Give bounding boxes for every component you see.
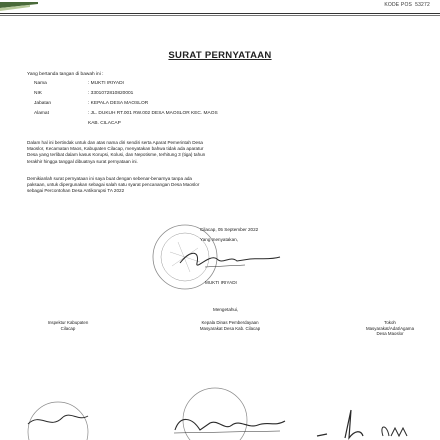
field-nik	[34, 91, 133, 96]
statement-paragraph	[27, 140, 419, 165]
signatory-line: Desa Maoslor	[376, 331, 404, 337]
dinas-stamp-signature	[170, 375, 290, 440]
signer-name: MUKTI IRIYADI	[205, 280, 237, 285]
tokoh-signature	[315, 400, 435, 440]
header-divider	[0, 13, 440, 14]
field-value: : MUKTI IRIYADI	[88, 81, 124, 86]
signatory-dinas	[180, 320, 280, 331]
inspektur-stamp-signature	[20, 392, 100, 440]
closing-paragraph	[27, 176, 419, 195]
intro-text: Yang bertanda tangan di bawah ini :	[27, 72, 104, 77]
field-nama	[34, 81, 124, 86]
paragraph-line: Desa yang terlibat dalam kasus Korupsi, Kolusi, dan Nepotisme, terhitung 3 (tiga) tahun	[27, 152, 206, 158]
paragraph-line: Demikianlah surat pernyataan ini saya buat dengan sebenar-benarnya tanpa ada	[27, 176, 192, 181]
signatory-inspektur	[32, 320, 104, 331]
field-jabatan	[34, 101, 148, 106]
paragraph-line: paksaan, untuk dipergunakan sebagai salah satu syarat pencanangan Desa Maoslor	[27, 182, 200, 188]
field-value: KAB. CILACAP	[88, 121, 121, 126]
field-value: : JL. DUKUH RT.001 RW.002 DESA MAOSLOR KEC. MAOS	[88, 111, 218, 116]
signatory-tokoh	[345, 320, 435, 337]
field-label: Jabatan	[34, 101, 52, 106]
field-label	[34, 121, 88, 126]
postal-code-label: KODE POS	[384, 2, 413, 8]
field-alamat	[34, 111, 218, 116]
signatory-line: Inspektur Kabupaten	[47, 320, 89, 325]
paragraph-line: terakhir hingga tanggal dibuatnya surat pernyataan ini.	[27, 158, 138, 164]
statement-signer-label: Yang menyatakan,	[200, 237, 238, 242]
postal-code	[381, 2, 430, 8]
postal-code-value: 53272	[415, 2, 430, 8]
field-label: Alamat	[34, 111, 49, 116]
header-emblem-fragment	[0, 0, 38, 12]
document-title: SURAT PERNYATAAN	[168, 50, 272, 61]
village-head-signature	[175, 245, 285, 275]
field-value: : 3301072810820001	[88, 91, 134, 96]
acknowledged-by-label: Mengetahui,	[213, 307, 239, 312]
paragraph-line: Dalam hal ini bertindak untuk dan atas nama diri sendiri serta Aparat Pemerintah Desa	[27, 140, 203, 145]
field-alamat-cont	[34, 121, 121, 126]
paragraph-line: sebagai Percontohan Desa Antikorupsi TA 2022	[27, 188, 125, 194]
header-divider-thin	[0, 15, 440, 16]
field-label: Nama	[34, 81, 47, 86]
signatory-line: Masyarakat Desa Kab. Cilacap	[199, 325, 261, 331]
signatory-line: Masyarakat/Adat/Agama	[365, 325, 415, 331]
place-date: Cilacap, 05 September 2022	[200, 227, 259, 232]
paragraph-line: Maoslor, Kecamatan Maos, Kabupaten Cilacap, menyatakan bahwa tidak ada aparatur	[27, 146, 204, 152]
signatory-line: Kepala Dinas Pemberdayaan	[201, 320, 259, 325]
field-label: NIK	[34, 91, 42, 96]
signatory-line: Tokoh	[384, 320, 396, 325]
signatory-line: Cilacap	[60, 325, 76, 331]
field-value: : KEPALA DESA MAOSLOR	[88, 101, 149, 106]
